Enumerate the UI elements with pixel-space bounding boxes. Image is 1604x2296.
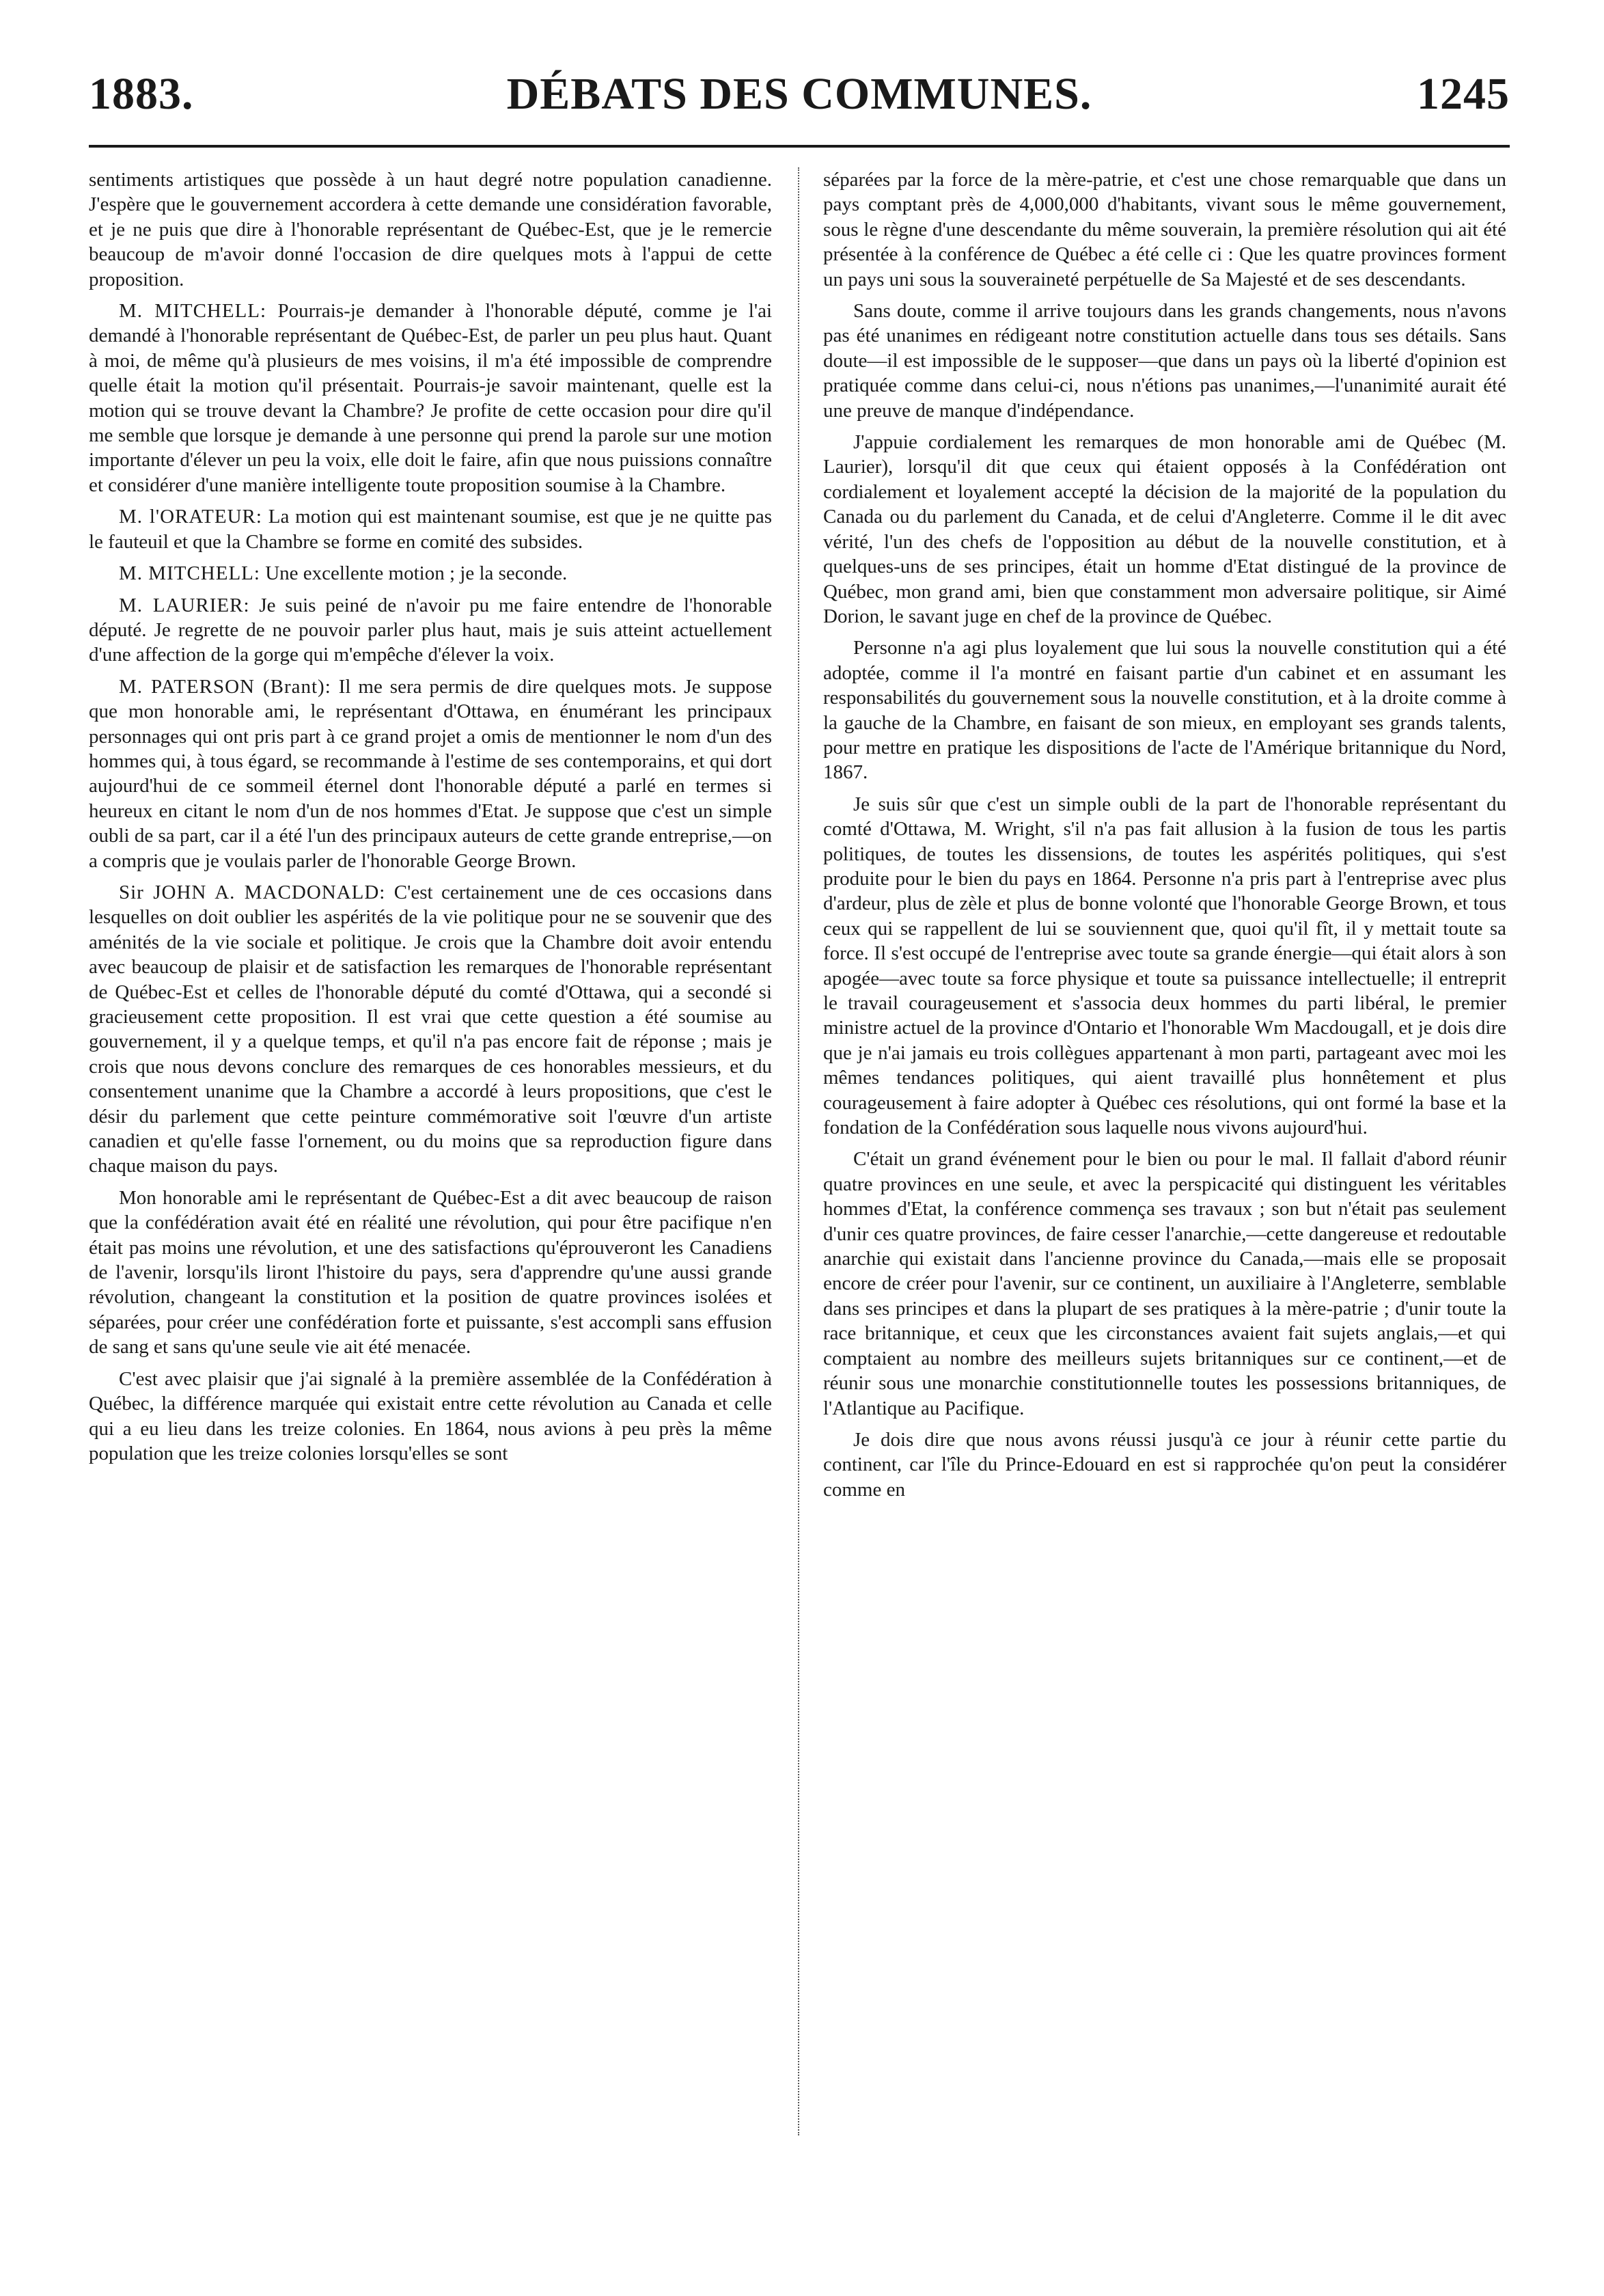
paragraph-text: C'était un grand événement pour le bien ou pour le mal. Il fallait d'abord réunir quatre provinces en une seule, et avec la perspicacité qui distinguent les véritables hommes d'Etat, la conférence commença ses travaux ; son but n'était pas seulement d'unir ces quatre provinces, de faire cesser l'anarchie,—cette dangereuse et redoutable anarchie qui existait dans l'ancienne province du Canada,—mais elle se proposait encore de créer pour l'avenir, sur ce continent, un auxiliaire à l'Angleterre, semblable dans ses principes et dans la plupart de ses pratiques à la mère-patrie ; d'unir toute la race britannique, et ceux que les circonstances avaient fait sujets anglais,—et qui comptaient au nombre des meilleurs sujets britanniques sur ce continent,—et de réunir sous une monarchie constitutionnelle toutes les possessions britanniques, de l'Atlantique au Pacifique. — [823, 1148, 1506, 1419]
paragraph-text: J'appuie cordialement les remarques de mon honorable ami de Québec (M. Laurier), lorsqu'il dit que ceux qui étaient opposés à la Confédération ont cordialement et loyalement accepté la décision de la majorité de la population du Canada ou du parlement du Canada, et de celui d'Angleterre. Comme il le dit avec vérité, l'un des chefs de l'opposition au début de la nouvelle constitution, et à quelques-uns de ses principes, était un homme d'Etat distingué de la province de Québec, mon grand ami, bien que constamment mon adversaire politique, sir Aimé Dorion, le savant juge en chef de la province de Québec. — [823, 431, 1506, 627]
paragraph-text: Je suis sûr que c'est un simple oubli de la part de l'honorable représentant du comté d'Ottawa, M. Wright, s'il n'a pas fait allusion à la fusion de tous les partis politiques, de toutes les dissensions, de toutes les aspérités politiques, qui s'est produite pour le bien du pays en 1864. Personne n'a pris part à l'entreprise avec plus d'ardeur, plus de zèle et plus de bonne volonté que l'honorable George Brown, et tous ceux qui se rappellent de lui se souviennent que, quoi qu'il fît, il y mettait toute sa force. Il s'est occupé de l'entreprise avec toute sa grande énergie—qui était alors à son apogée—avec toute sa force physique et toute sa puissance intellectuelle; il entreprit le travail courageusement et s'associa deux hommes du parti libéral, le premier ministre actuel de la province d'Ontario et l'honorable Wm Macdougall, et je dois dire que je n'ai jamais eu trois collègues appartenant à mon parti, partageant avec moi les mêmes tendances politiques, qui aient travaillé plus honnêtement et plus courageusement à faire adopter à Québec ces résolutions, qui ont formé la base et la fondation de la Confédération sous laquelle nous vivons aujourd'hui. — [823, 793, 1506, 1139]
paragraph-text: Sans doute, comme il arrive toujours dans les grands changements, nous n'avons pas été unanimes en rédigeant notre constitution actuelle dans tous ses détails. Sans doute—il est impossible de le supposer—que dans un pays où la liberté d'opinion est pratiquée comme dans celui-ci, nous n'étions pas unanimes,—l'unanimité aurait été une preuve de manque d'indépendance. — [823, 300, 1506, 422]
column-divider — [798, 167, 799, 2135]
right-column — [823, 167, 1506, 2135]
paragraph-text: Pourrais-je demander à l'honorable député, comme je l'ai demandé à l'honorable représentant de Québec-Est, de parler un peu plus haut. Quant à moi, de même qu'à plusieurs de mes voisins, il m'a été impossible de comprendre quelle était la motion qu'il présentait. Pourrais-je savoir maintenant, quelle est la motion qui se trouve devant la Chambre? Je profite de cette occasion pour dire qu'il me semble que lorsque je demande à une personne qui prend la parole sur une motion importante d'élever un peu la voix, elle doit le faire, afin que nous puissions connaître et considérer d'une manière intelligente toute proposition soumise à la Chambre. — [89, 300, 772, 496]
paragraph-text: sentiments artistiques que possède à un haut degré notre population canadienne. J'espère que le gouvernement accordera à cette demande une considération favorable, et je ne puis que dire à l'honorable représentant de Québec-Est, que je le remercie beaucoup de m'avoir donné l'occasion de dire quelques mots à l'appui de cette proposition. — [89, 169, 772, 290]
paragraph — [89, 1186, 772, 1360]
paragraph — [89, 561, 772, 586]
paragraph — [823, 299, 1506, 423]
header-title: DÉBATS DES COMMUNES. — [506, 69, 1092, 119]
paragraph — [89, 167, 772, 292]
speaker-name: M. MITCHELL: — [119, 562, 260, 585]
paragraph-text: La motion qui est maintenant soumise, est que je ne quitte pas le fauteuil et que la Chambre se forme en comité des subsides. — [89, 506, 772, 553]
paragraph — [89, 880, 772, 1179]
header-year: 1883. — [89, 69, 194, 119]
speaker-name: M. PATERSON (Brant): — [119, 675, 331, 698]
paragraph — [823, 1147, 1506, 1420]
speaker-name: M. l'ORATEUR: — [119, 506, 262, 528]
paragraph-text: Je suis peiné de n'avoir pu me faire entendre de l'honorable député. Je regrette de ne pouvoir parler plus haut, mais je suis atteint actuellement d'une affection de la gorge qui m'empêche d'élever la voix. — [89, 594, 772, 666]
paragraph — [823, 167, 1506, 292]
paragraph-text: Mon honorable ami le représentant de Québec-Est a dit avec beaucoup de raison que la confédération avait été en réalité une révolution, qui pour être pacifique n'en était pas moins une révolution, et une des satisfactions qu'éprouveront les Canadiens de l'avenir, lorsqu'ils liront l'histoire du pays, sera d'apprendre qu'une aussi grande révolution, changeant la constitution et la position de quatre provinces isolées et séparées, pour créer une confédération forte et puissante, s'est accompli sans effusion de sang et sans qu'une seule vie ait été menacée. — [89, 1186, 772, 1358]
paragraph — [823, 1427, 1506, 1502]
header-page-number: 1245 — [1417, 69, 1510, 119]
paragraph — [89, 593, 772, 668]
paragraph-text: Je dois dire que nous avons réussi jusqu'à ce jour à réunir cette partie du continent, car l'île du Prince-Edouard en est si rapprochée qu'on peut la considérer comme en — [823, 1428, 1506, 1501]
paragraph — [823, 636, 1506, 784]
paragraph — [89, 1367, 772, 1466]
paragraph — [823, 430, 1506, 629]
paragraph — [89, 299, 772, 497]
paragraph-text: C'est avec plaisir que j'ai signalé à la première assemblée de la Confédération à Québec, la différence marquée qui existait entre cette révolution au Canada et celle qui a eu lieu dans les treize colonies. En 1864, nous avions à peu près la même population que les treize colonies lorsqu'elles se sont — [89, 1367, 772, 1464]
paragraph-text: Il me sera permis de dire quelques mots. Je suppose que mon honorable ami, le représentant d'Ottawa, en énumérant les principaux personnages qui ont pris part à ce grand projet a omis de mentionner le nom d'un des hommes qui, à tous égard, se recommande à l'estime de ses contemporains, et qui dort aujourd'hui de ce sommeil éternel dont l'honorable député a parlé en termes si heureux en citant le nom d'un de nos hommes d'Etat. Je suppose que c'est un simple oubli de sa part, car il a été l'un des principaux auteurs de cette grande entreprise,—on a compris que je voulais parler de l'honorable George Brown. — [89, 675, 772, 872]
speaker-name: M. MITCHELL: — [119, 300, 267, 323]
paragraph-text: séparées par la force de la mère-patrie, et c'est une chose remarquable que dans un pays comptant près de 4,000,000 d'habitants, vivant sous le même gouvernement, sous le règne d'une descendante du même souverain, la première résolution qui ait été présentée à la conférence de Québec a été celle ci : Que les quatre provinces forment un pays uni sous la souveraineté perpétuelle de Sa Majesté et de ses descendants. — [823, 169, 1506, 290]
paragraph-text: Une excellente motion ; je la seconde. — [265, 562, 568, 585]
left-column — [89, 167, 772, 2135]
paragraph — [89, 674, 772, 873]
speaker-name: M. LAURIER: — [119, 594, 250, 616]
paragraph-text: Personne n'a agi plus loyalement que lui sous la nouvelle constitution qui a été adoptée, comme il l'a montré en faisant partie d'un cabinet et en assumant les responsabilités du gouvernement sous la nouvelle constitution, et à la droite comme à la gauche de la Chambre, en faisant de son mieux, en employant ses grands talents, pour mettre en pratique les dispositions de l'acte de l'Amérique britannique du Nord, 1867. — [823, 637, 1506, 784]
paragraph — [823, 792, 1506, 1140]
paragraph-text: C'est certainement une de ces occasions dans lesquelles on doit oublier les aspérités de la vie politique pour ne se souvenir que des aménités de la vie sociale et politique. Je crois que la Chambre doit avoir entendu avec beaucoup de plaisir et de satisfaction les remarques de l'honorable représentant de Québec-Est et celles de l'honorable député du comté d'Ottawa, qui a secondé si gracieusement cette proposition. Il est vrai que cette question a été soumise au gouvernement, il y a quelque temps, et qu'il n'a pas encore fait de réponse ; mais je crois que nous devons conclure des remarques de ces honorables messieurs, et du consentement unanime que la Chambre a accordé à leurs propositions, que c'est le désir du parlement que cette peinture commémorative soit l'œuvre d'un artiste canadien et qu'elle fasse l'ornement, ou du moins que sa reproduction figure dans chaque maison du pays. — [89, 881, 772, 1177]
paragraph — [89, 504, 772, 554]
page-header — [89, 68, 1510, 137]
speaker-name: Sir JOHN A. MACDONALD: — [119, 881, 386, 903]
header-rule — [89, 145, 1510, 148]
